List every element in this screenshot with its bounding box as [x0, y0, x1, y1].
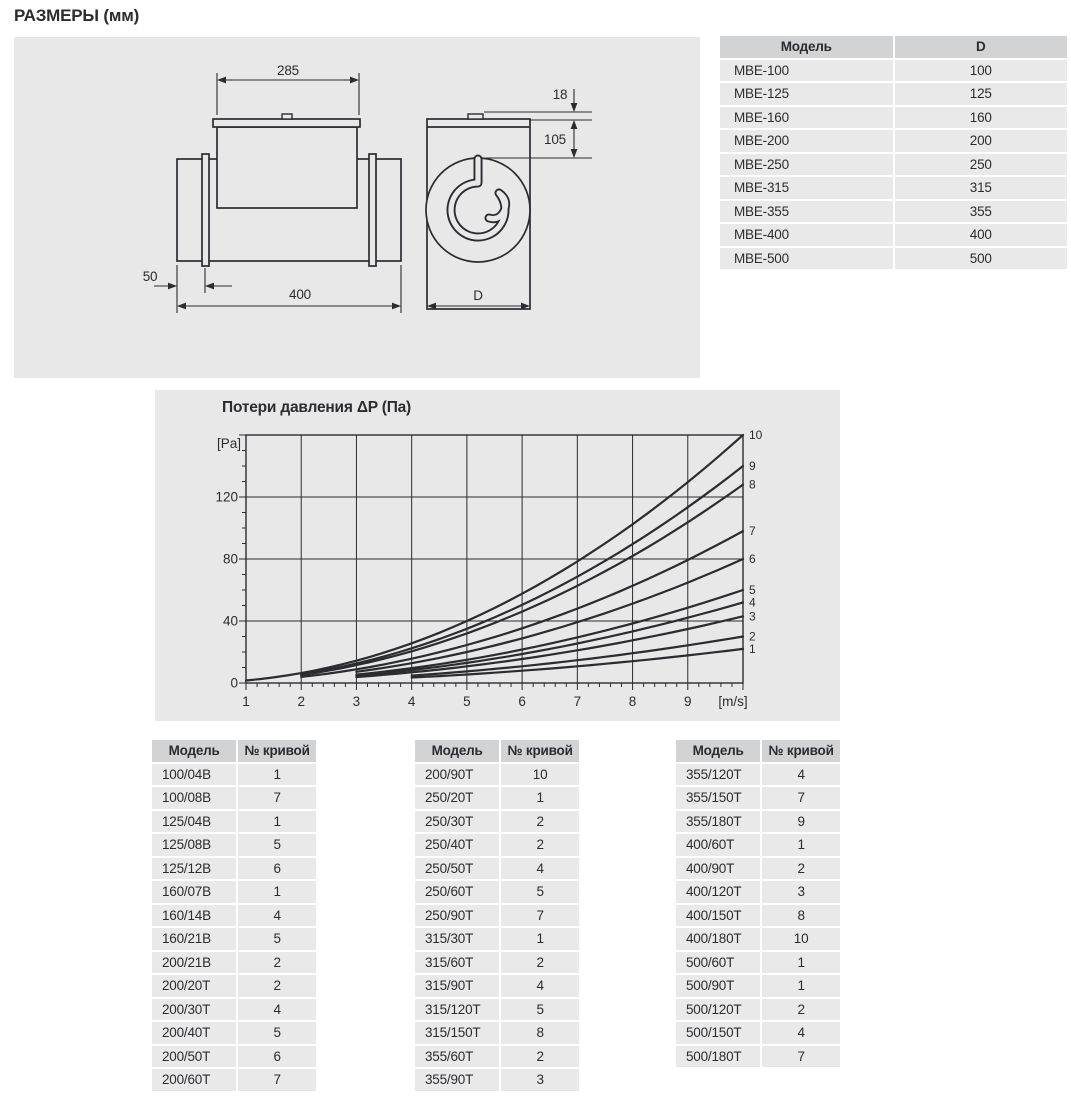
value-cell: 4: [762, 1022, 840, 1044]
column-header: Модель: [720, 36, 893, 58]
model-cell: 200/21B: [152, 952, 236, 974]
model-cell: 200/20T: [152, 975, 236, 997]
value-cell: 7: [238, 787, 316, 809]
x-tick-label: 4: [407, 694, 416, 709]
value-cell: 3: [501, 1069, 579, 1091]
curve-table-1: [150, 738, 318, 1093]
table-row: [152, 1022, 316, 1044]
table-row: [415, 787, 579, 809]
model-cell: 200/30T: [152, 999, 236, 1021]
column-header: № кривой: [501, 740, 579, 762]
model-cell: МВЕ-200: [720, 130, 893, 152]
table-row: [676, 834, 840, 856]
table-row: [152, 1046, 316, 1068]
lid-nub: [282, 114, 292, 119]
value-cell: 5: [501, 999, 579, 1021]
x-tick-label: 7: [573, 694, 582, 709]
model-cell: 200/60T: [152, 1069, 236, 1091]
column-header: D: [895, 36, 1068, 58]
y-tick-label: 0: [230, 675, 238, 691]
value-cell: 7: [762, 1046, 840, 1068]
table-row: [152, 1069, 316, 1091]
value-cell: 5: [501, 881, 579, 903]
x-tick-label: 1: [242, 694, 250, 709]
value-cell: 2: [238, 975, 316, 997]
table-row: [415, 858, 579, 880]
table-row: [676, 881, 840, 903]
model-cell: МВЕ-250: [720, 154, 893, 176]
model-cell: 400/90T: [676, 858, 760, 880]
table-row: [676, 1022, 840, 1044]
dim-label-50: 50: [142, 269, 158, 284]
curve-label-1: 1: [749, 641, 756, 656]
table-row: [720, 224, 1067, 246]
value-cell: 7: [762, 787, 840, 809]
x-tick-label: 6: [518, 694, 526, 709]
value-cell: 5: [238, 1022, 316, 1044]
curve-label-5: 5: [749, 583, 756, 597]
page-title: РАЗМЕРЫ (мм): [14, 6, 140, 25]
value-cell: 6: [238, 858, 316, 880]
table-row: [720, 107, 1067, 129]
x-tick-label: 8: [628, 694, 637, 709]
model-cell: 500/90T: [676, 975, 760, 997]
table-row: [152, 764, 316, 786]
side-view-drawing: [177, 114, 401, 266]
table-row: [720, 248, 1067, 270]
model-cell: 125/12B: [152, 858, 236, 880]
y-tick-label: 80: [222, 551, 238, 567]
model-cell: 160/07B: [152, 881, 236, 903]
value-cell: 2: [762, 858, 840, 880]
model-cell: 355/180T: [676, 811, 760, 833]
model-cell: МВЕ-400: [720, 224, 893, 246]
model-cell: 500/60T: [676, 952, 760, 974]
model-cell: МВЕ-500: [720, 248, 893, 270]
column-header: Модель: [415, 740, 499, 762]
value-cell: 6: [238, 1046, 316, 1068]
value-cell: 10: [762, 928, 840, 950]
x-tick-label: 3: [352, 694, 361, 709]
curve-10: [246, 435, 743, 681]
dim-label-285: 285: [277, 63, 299, 78]
x-tick-label: 9: [684, 694, 692, 709]
x-tick-label: 5: [463, 694, 471, 709]
value-cell: 8: [501, 1022, 579, 1044]
table-row: [676, 975, 840, 997]
table-row: [415, 928, 579, 950]
table-row: [676, 952, 840, 974]
table-row: [415, 1069, 579, 1091]
value-cell: 1: [238, 811, 316, 833]
value-cell: 1: [501, 928, 579, 950]
table-row: [720, 177, 1067, 199]
table-row: [152, 881, 316, 903]
model-cell: 160/21B: [152, 928, 236, 950]
value-cell: 355: [895, 201, 1068, 223]
column-header: № кривой: [762, 740, 840, 762]
model-cell: 200/90T: [415, 764, 499, 786]
value-cell: 1: [762, 975, 840, 997]
x-tick-label: 2: [297, 694, 305, 709]
model-cell: 250/20T: [415, 787, 499, 809]
model-cell: 125/08B: [152, 834, 236, 856]
model-cell: МВЕ-100: [720, 60, 893, 82]
y-tick-label: 40: [222, 613, 238, 629]
model-cell: 125/04B: [152, 811, 236, 833]
table-row: [676, 787, 840, 809]
table-row: [415, 764, 579, 786]
column-header: Модель: [676, 740, 760, 762]
curve-label-6: 6: [749, 552, 756, 566]
curve-label-8: 8: [749, 477, 756, 492]
curve-label-9: 9: [749, 459, 756, 473]
right-flange: [369, 154, 376, 266]
model-cell: 315/90T: [415, 975, 499, 997]
model-cell: 250/60T: [415, 881, 499, 903]
curve-label-2: 2: [749, 629, 756, 644]
value-cell: 315: [895, 177, 1068, 199]
value-cell: 1: [762, 834, 840, 856]
table-row: [152, 928, 316, 950]
model-cell: МВЕ-355: [720, 201, 893, 223]
model-cell: 355/150T: [676, 787, 760, 809]
model-cell: 250/40T: [415, 834, 499, 856]
table-row: [676, 928, 840, 950]
value-cell: 250: [895, 154, 1068, 176]
value-cell: 500: [895, 248, 1068, 270]
model-cell: 100/04B: [152, 764, 236, 786]
value-cell: 2: [501, 811, 579, 833]
model-cell: 400/120T: [676, 881, 760, 903]
value-cell: 2: [238, 952, 316, 974]
model-cell: 400/150T: [676, 905, 760, 927]
value-cell: 4: [501, 975, 579, 997]
model-cell: 355/120T: [676, 764, 760, 786]
left-flange: [202, 154, 209, 266]
table-row: [415, 811, 579, 833]
value-cell: 4: [238, 905, 316, 927]
model-cell: 200/50T: [152, 1046, 236, 1068]
table-row: [152, 811, 316, 833]
curve-label-7: 7: [749, 524, 756, 539]
terminal-box-lid: [213, 119, 360, 127]
value-cell: 9: [762, 811, 840, 833]
pressure-loss-chart: [155, 390, 840, 721]
value-cell: 4: [501, 858, 579, 880]
table-row: [415, 975, 579, 997]
table-row: [415, 881, 579, 903]
value-cell: 1: [238, 764, 316, 786]
model-cell: 250/90T: [415, 905, 499, 927]
value-cell: 7: [501, 905, 579, 927]
value-cell: 1: [501, 787, 579, 809]
model-cell: 315/60T: [415, 952, 499, 974]
model-cell: 315/150T: [415, 1022, 499, 1044]
model-cell: МВЕ-160: [720, 107, 893, 129]
table-row: [720, 60, 1067, 82]
model-cell: 250/30T: [415, 811, 499, 833]
dim-label-400: 400: [289, 287, 311, 302]
chart-title: Потери давления ΔP (Па): [222, 399, 412, 416]
dimensions-drawing-panel: [14, 37, 700, 378]
pressure-loss-chart-panel: [155, 390, 840, 721]
table-row: [152, 975, 316, 997]
column-header: Модель: [152, 740, 236, 762]
dimensions-drawing: [14, 37, 700, 378]
value-cell: 8: [762, 905, 840, 927]
model-cell: 160/14B: [152, 905, 236, 927]
model-cell: 400/180T: [676, 928, 760, 950]
value-cell: 1: [762, 952, 840, 974]
table-row: [676, 1046, 840, 1068]
table-row: [720, 130, 1067, 152]
value-cell: 2: [501, 952, 579, 974]
value-cell: 200: [895, 130, 1068, 152]
model-cell: 400/60T: [676, 834, 760, 856]
model-cell: 315/30T: [415, 928, 499, 950]
table-row: [152, 952, 316, 974]
value-cell: 5: [238, 928, 316, 950]
value-cell: 5: [238, 834, 316, 856]
value-cell: 4: [238, 999, 316, 1021]
table-row: [720, 154, 1067, 176]
table-row: [152, 905, 316, 927]
model-cell: 250/50T: [415, 858, 499, 880]
models-diameter-table: [718, 34, 1069, 271]
curve-4: [356, 602, 743, 675]
model-cell: 500/120T: [676, 999, 760, 1021]
table-row: [415, 999, 579, 1021]
curve-table-3: [674, 738, 842, 1069]
column-header: № кривой: [238, 740, 316, 762]
model-cell: МВЕ-315: [720, 177, 893, 199]
table-row: [152, 858, 316, 880]
table-row: [415, 905, 579, 927]
table-row: [676, 999, 840, 1021]
curve-table-2: [413, 738, 581, 1093]
table-row: [676, 905, 840, 927]
table-row: [676, 764, 840, 786]
model-cell: 355/90T: [415, 1069, 499, 1091]
value-cell: 100: [895, 60, 1068, 82]
front-lid-nub: [468, 114, 483, 119]
value-cell: 4: [762, 764, 840, 786]
value-cell: 2: [501, 1046, 579, 1068]
dim-label-18: 18: [552, 87, 568, 102]
model-cell: 500/150T: [676, 1022, 760, 1044]
x-axis-unit: [m/s]: [718, 694, 748, 709]
model-cell: 315/120T: [415, 999, 499, 1021]
model-cell: 500/180T: [676, 1046, 760, 1068]
curve-label-4: 4: [749, 595, 756, 610]
value-cell: 7: [238, 1069, 316, 1091]
value-cell: 400: [895, 224, 1068, 246]
table-row: [720, 83, 1067, 105]
value-cell: 10: [501, 764, 579, 786]
value-cell: 2: [762, 999, 840, 1021]
value-cell: 3: [762, 881, 840, 903]
table-row: [415, 1046, 579, 1068]
y-tick-label: 120: [215, 489, 238, 505]
model-cell: 100/08B: [152, 787, 236, 809]
dim-label-105: 105: [544, 132, 566, 147]
y-axis-unit: [Pa]: [216, 436, 241, 451]
front-view-drawing: [426, 114, 530, 309]
curve-label-3: 3: [749, 609, 756, 624]
model-cell: 355/60T: [415, 1046, 499, 1068]
table-row: [720, 201, 1067, 223]
table-row: [676, 858, 840, 880]
model-cell: 200/40T: [152, 1022, 236, 1044]
table-row: [152, 999, 316, 1021]
value-cell: 125: [895, 83, 1068, 105]
table-row: [676, 811, 840, 833]
model-cell: МВЕ-125: [720, 83, 893, 105]
table-row: [415, 834, 579, 856]
terminal-box: [217, 127, 357, 208]
table-row: [415, 1022, 579, 1044]
table-row: [152, 834, 316, 856]
curve-label-10: 10: [749, 428, 763, 442]
value-cell: 160: [895, 107, 1068, 129]
dim-label-d: D: [473, 288, 483, 303]
table-row: [415, 952, 579, 974]
value-cell: 1: [238, 881, 316, 903]
value-cell: 2: [501, 834, 579, 856]
table-row: [152, 787, 316, 809]
